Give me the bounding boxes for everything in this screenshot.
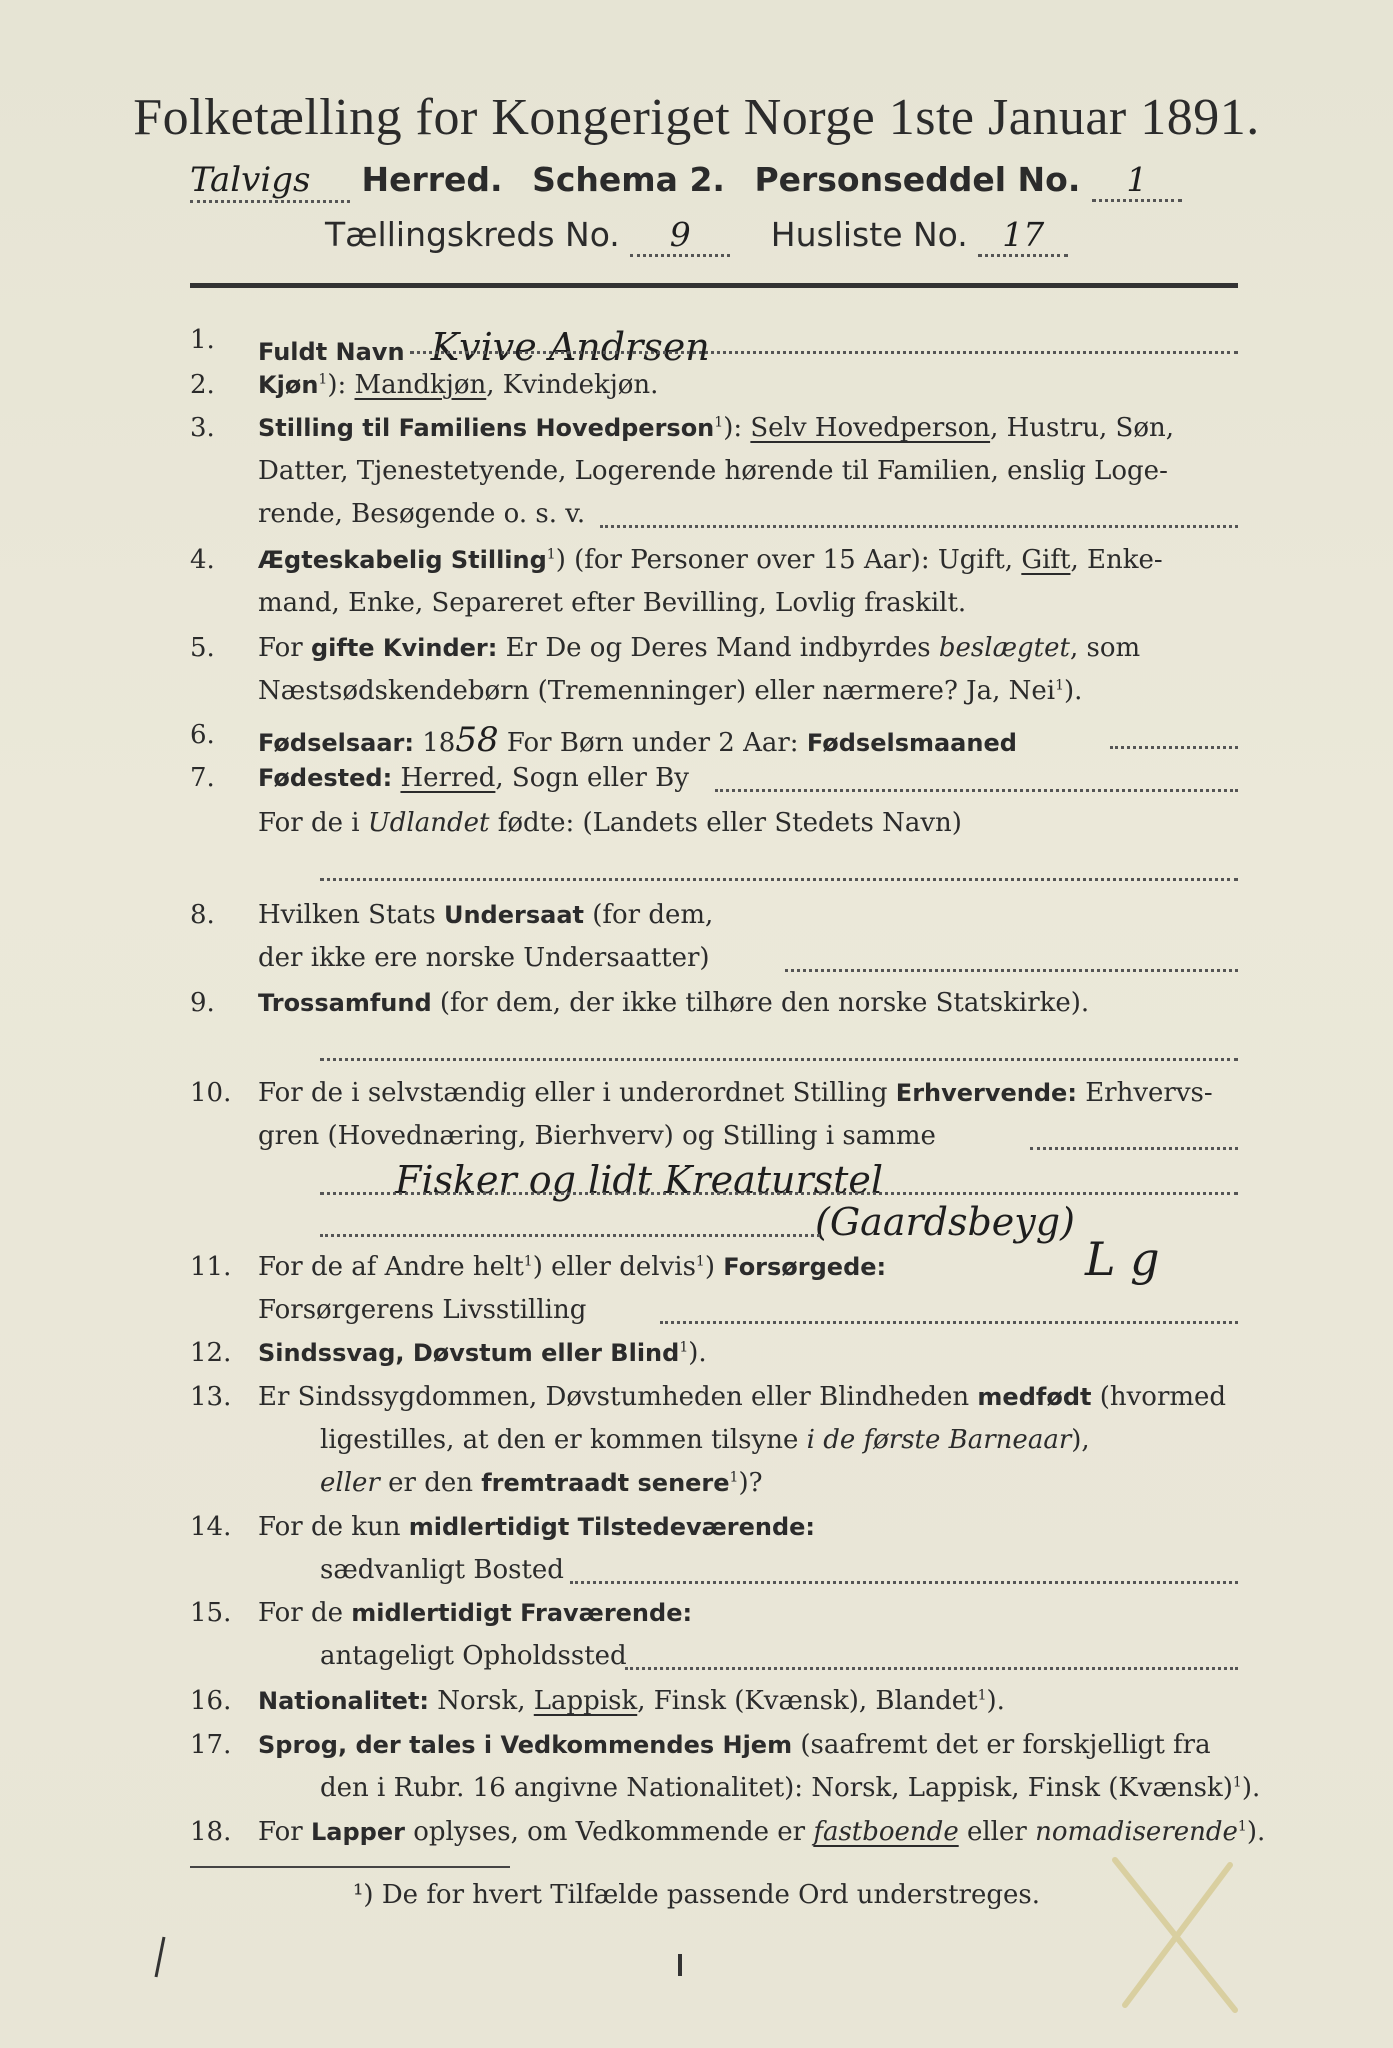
occupation-value: Fisker og lidt Kreaturstel [395,1158,884,1202]
item-text: rende, Besøgende o. s. v. [258,499,586,529]
pencil-stroke-mark [150,1935,170,1980]
item-13-line-3 [0,1468,1393,1508]
item-text: der ikke ere norske Undersaatter) [258,943,710,973]
item-text: sædvanligt Bosted [320,1555,564,1585]
item-label: gifte Kvinder: [310,634,498,662]
item-text: ) eller delvis [532,1252,696,1282]
item-label: Trossamfund [258,989,432,1017]
herred-line [190,160,1182,203]
full-name-value: Kvive Andrsen [430,325,710,369]
occupation-value-2: (Gaardsbeyg) [815,1200,1075,1244]
dotted-fill [660,1321,1238,1324]
footnote-ref: 1 [729,1469,739,1486]
item-label: midlertidigt Fraværende: [351,1599,693,1627]
item-3-line-3 [0,499,1393,539]
item-label: Lapper [310,1818,405,1846]
item-5 [0,633,1393,673]
item-15-line-2 [0,1641,1393,1681]
item-label: Fødested: [258,764,393,792]
footnote: ¹) De for hvert Tilfælde passende Ord understreges. [352,1880,1040,1910]
item-label: Kjøn [258,371,319,399]
footnote-ref: 1 [1237,1818,1247,1835]
selected-option: Lappisk [533,1686,638,1716]
personseddel-value: 1 [1092,160,1182,202]
item-text: ). [986,1686,1005,1716]
item-number: 18. [190,1817,232,1847]
item-text: ) (for Personer over 15 Aar): Ugift, [555,545,1022,575]
footnote-ref: 1 [1055,677,1064,694]
item-17-line-2 [0,1773,1393,1813]
item-10-line-4 [0,1200,1393,1244]
dotted-fill [600,525,1238,528]
item-label: Fødselsaar: [258,729,414,757]
selected-option: Mandkjøn [354,370,487,400]
item-12 [0,1338,1393,1378]
item-text: (hvormed [1091,1382,1227,1412]
item-text: (for dem, der ikke tilhøre den norske Statskirke). [431,988,1090,1018]
dotted-fill [1110,746,1238,749]
item-text: , Finsk (Kvænsk), Blandet [637,1686,978,1716]
item-label: Ægteskabelig Stilling [258,546,547,574]
item-text: For [258,1817,311,1847]
item-text: mand, Enke, Separeret efter Bevilling, Lovlig fraskilt. [258,588,967,618]
item-label: Erhvervende: [895,1079,1077,1107]
kreds-label: Tællingskreds No. [325,215,620,254]
schema-label: Schema 2. [532,160,725,199]
selected-option: fastboende [813,1817,959,1847]
item-text: , som [1069,633,1141,663]
selected-option: Gift [1021,545,1071,575]
item-number: 9. [190,988,215,1018]
husliste-value: 17 [978,215,1068,257]
dotted-fill [625,1667,1238,1670]
header-rule [190,283,1238,288]
item-number: 7. [190,763,215,793]
dotted-fill [785,969,1238,972]
item-label: Nationalitet: [258,1687,430,1715]
item-text: , Enke- [1070,545,1163,575]
item-text: Datter, Tjenestetyende, Logerende hørende til Familien, enslig Loge- [258,456,1168,486]
item-text: For de af Andre helt [258,1252,524,1282]
item-text: gren (Hovednæring, Bierhverv) og Stilling i samme [258,1121,936,1151]
item-number: 3. [190,413,215,443]
item-number: 16. [190,1686,232,1716]
item-text: Er De og Deres Mand indbyrdes [497,633,939,663]
item-16 [0,1686,1393,1726]
item-9 [0,988,1393,1028]
footnote-ref: 1 [679,1339,689,1356]
item-text: 18 [414,728,456,758]
item-text: ): [327,370,355,400]
item-text: , Kvindekjøn. [486,370,659,400]
item-text: Er Sindssygdommen, Døvstumheden eller Blindheden [258,1382,978,1412]
item-4 [0,545,1393,585]
item-label: Forsørgede: [723,1253,887,1281]
item-18 [0,1817,1393,1857]
footnote-ref: 1 [695,1253,705,1270]
husliste-label: Husliste No. [770,215,968,254]
item-label: Sprog, der tales i Vedkommendes Hjem [258,1731,793,1759]
pencil-x-mark [1105,1855,1245,2015]
dotted-fill [715,789,1238,792]
item-6 [0,720,1393,760]
item-8 [0,900,1393,940]
item-number: 6. [190,720,215,750]
kreds-value: 9 [630,215,730,257]
item-text-italic: beslægtet [938,633,1070,663]
dotted-fill [320,1192,1238,1195]
item-1 [0,325,1393,369]
item-number: 5. [190,633,215,663]
item-label: Stilling til Familiens Hovedperson [258,414,715,442]
item-11 [0,1232,1393,1292]
item-text: For de kun [258,1512,409,1542]
item-text: Forsørgerens Livsstilling [258,1295,587,1325]
dotted-fill [320,1058,1238,1061]
item-number: 15. [190,1598,232,1628]
item-text: oplyses, om Vedkommende er [404,1817,814,1847]
herred-label: Herred. [361,160,503,199]
item-label: Undersaat [443,901,584,929]
footnote-ref: 1 [523,1253,533,1270]
item-text: antageligt Opholdssted [320,1641,627,1671]
footnote-ref: 1 [714,414,724,431]
item-text: ): [723,413,751,443]
item-14 [0,1512,1393,1552]
item-10-line-2 [0,1121,1393,1161]
item-5-line-2: Næstsødskendebørn (Tremenninger) eller nærmere? Ja, Nei$^1$). [258,676,1083,706]
item-number: 4. [190,545,215,575]
item-label: Fuldt Navn [258,338,405,366]
item-text-italic: i de første Barneaar [806,1425,1072,1455]
item-text: Erhvervs- [1076,1078,1213,1108]
item-text: , Hustru, Søn, [990,413,1175,443]
item-number: 10. [190,1078,232,1108]
herred-value: Talvigs [190,160,350,203]
item-text: (for dem, [583,900,714,930]
item-number: 17. [190,1730,232,1760]
item-text-italic: nomadiserende [1035,1817,1238,1847]
item-text: For de [258,1598,352,1628]
item-text: Norsk, [429,1686,534,1716]
item-text: ), [1071,1425,1090,1455]
item-text-italic: Udlandet [367,808,490,838]
pencil-dot-mark [672,1950,688,1980]
item-text: Næstsødskendebørn (Tremenninger) eller nærmere? Ja, Nei [258,676,1056,706]
footnote-ref: 1 [546,546,556,563]
margin-annotation: L g [1085,1232,1160,1286]
dotted-fill [570,1581,1238,1584]
item-text: For de i [258,808,368,838]
item-4-line-2 [0,588,1393,628]
item-text: Hvilken Stats [258,900,444,930]
item-label: Sindssvag, Døvstum eller Blind [258,1339,680,1367]
footnote-ref: 1 [318,371,328,388]
item-text: For Børn under 2 Aar: [498,728,807,758]
birth-year-value: 58 [455,720,499,760]
item-13-line-2 [0,1425,1393,1465]
item-number: 8. [190,900,215,930]
item-7 [0,763,1393,803]
item-number: 11. [190,1252,232,1282]
item-label: midlertidigt Tilstedeværende: [408,1513,816,1541]
selected-option: Herred [400,763,496,793]
footnote-ref: 1 [977,1687,987,1704]
item-11-line-2 [0,1295,1393,1335]
item-text: For [258,633,311,663]
item-text: ). [688,1338,707,1368]
selected-option: Selv Hovedperson [750,413,991,443]
item-text: ligestilles, at den er kommen tilsyne [320,1425,807,1455]
item-text: ) [704,1252,724,1282]
item-text: ). [1246,1817,1266,1847]
item-text: eller [958,1817,1036,1847]
item-13 [0,1382,1393,1422]
item-number: 2. [190,370,215,400]
item-text: For de i selvstændig eller i underordnet Stilling [258,1078,896,1108]
dotted-fill [320,1234,820,1237]
item-text: den i Rubr. 16 angivne Nationalitet): Norsk, Lappisk, Finsk (Kvænsk) [320,1773,1233,1803]
item-7-line-2 [0,808,1393,848]
item-text-italic: eller [320,1468,380,1498]
item-number: 12. [190,1338,232,1368]
dotted-fill [410,351,1238,354]
item-3-line-2 [0,456,1393,496]
item-text: ). [1241,1773,1261,1803]
item-number: 13. [190,1382,232,1412]
item-2 [0,370,1393,410]
item-15 [0,1598,1393,1638]
kreds-line [325,215,1068,257]
item-text: fødte: (Landets eller Stedets Navn) [489,808,962,838]
item-label: Fødselsmaaned [806,729,1017,757]
item-3 [0,413,1393,453]
dotted-fill [320,878,1238,881]
item-10 [0,1078,1393,1118]
item-text: (saafremt det er forskjelligt fra [792,1730,1211,1760]
item-number: 14. [190,1512,232,1542]
item-text: )? [738,1468,763,1498]
item-text: er den [379,1468,482,1498]
item-8-line-2 [0,943,1393,983]
form-title: Folketælling for Kongeriget Norge 1ste Januar 1891. [133,89,1260,146]
item-number: 1. [190,325,215,355]
footnote-ref: 1 [1232,1774,1242,1791]
personseddel-label: Personseddel No. [754,160,1081,199]
item-17 [0,1730,1393,1770]
item-14-line-2 [0,1555,1393,1595]
footnote-rule [190,1866,510,1868]
item-label: fremtraadt senere [481,1469,730,1497]
item-10-line-3 [0,1158,1393,1202]
item-label: medfødt [977,1383,1092,1411]
dotted-fill [1030,1147,1238,1150]
item-text: , Sogn eller By [495,763,689,793]
